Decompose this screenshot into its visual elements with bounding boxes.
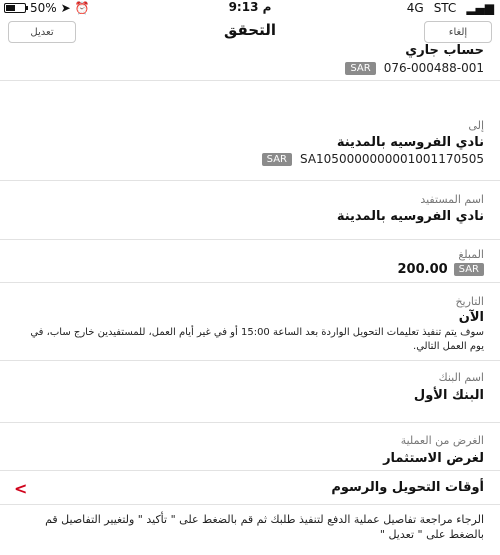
to-account-number: SA1050000000001001170505 [299, 152, 484, 166]
date-section [0, 283, 500, 361]
amount-value: 200.00 [397, 262, 448, 277]
bank-label: اسم البنك [438, 371, 484, 384]
page-title: التحقق [223, 21, 277, 39]
bank-section [0, 361, 500, 423]
carrier-name: STC [433, 0, 457, 15]
purpose-value: لغرض الاستثمار [383, 451, 484, 466]
bank-name: البنك الأول [413, 388, 484, 403]
fees-row[interactable] [0, 471, 500, 505]
status-bar [0, 0, 500, 15]
from-account-name-clip [16, 43, 484, 60]
fees-label: أوقات التحويل والرسوم [331, 480, 484, 495]
amount-line [398, 262, 485, 277]
amount-section [0, 240, 500, 283]
from-account-name: حساب جاري [405, 43, 484, 58]
to-label: إلى [468, 119, 484, 132]
battery-percent: 50% [30, 0, 57, 15]
edit-button[interactable]: تعديل [8, 21, 76, 43]
cancel-button[interactable]: إلغاء [424, 21, 492, 43]
beneficiary-label: اسم المستفيد [420, 193, 484, 206]
amount-label: المبلغ [458, 248, 484, 261]
purpose-section [0, 423, 500, 471]
to-account-section [0, 81, 500, 181]
verification-details [0, 43, 500, 555]
from-currency-badge: SAR [345, 62, 375, 75]
to-currency-badge: SAR [262, 153, 292, 166]
date-value: الآن [458, 310, 484, 325]
status-right [407, 0, 494, 15]
signal-icon: ▂▄▆ [466, 0, 494, 15]
amount-currency-badge: SAR [454, 263, 484, 276]
alarm-icon: ⏰ [74, 0, 90, 15]
network-type: 4G [406, 0, 424, 15]
location-icon: ➤ [60, 0, 71, 15]
from-account-section [0, 43, 500, 81]
beneficiary-name: نادي الفروسيه بالمدينة [336, 209, 484, 224]
purpose-label: الغرض من العملية [400, 434, 484, 447]
to-account-line [262, 152, 484, 166]
status-time: 9:13 م [228, 0, 272, 14]
from-account-line [16, 61, 484, 75]
date-label: التاريخ [455, 295, 484, 308]
to-name: نادي الفروسيه بالمدينة [336, 135, 484, 150]
chevron-left-icon[interactable]: < [14, 479, 28, 498]
final-note: الرجاء مراجعة تفاصيل عملية الدفع لتنفيذ طلبك ثم قم بالضغط على " تأكيد " ولتغيير التفاصيل قم بالضغط على " تعديل " [45, 513, 484, 541]
beneficiary-section [0, 181, 500, 240]
final-note-section [0, 505, 500, 555]
from-account-number: 076-000488-001 [383, 61, 484, 75]
date-note: سوف يتم تنفيذ تعليمات التحويل الواردة بعد الساعة 15:00 أو في غير أيام العمل، للمستفيدين خارج ساب، في يوم العمل التالي. [30, 327, 484, 352]
